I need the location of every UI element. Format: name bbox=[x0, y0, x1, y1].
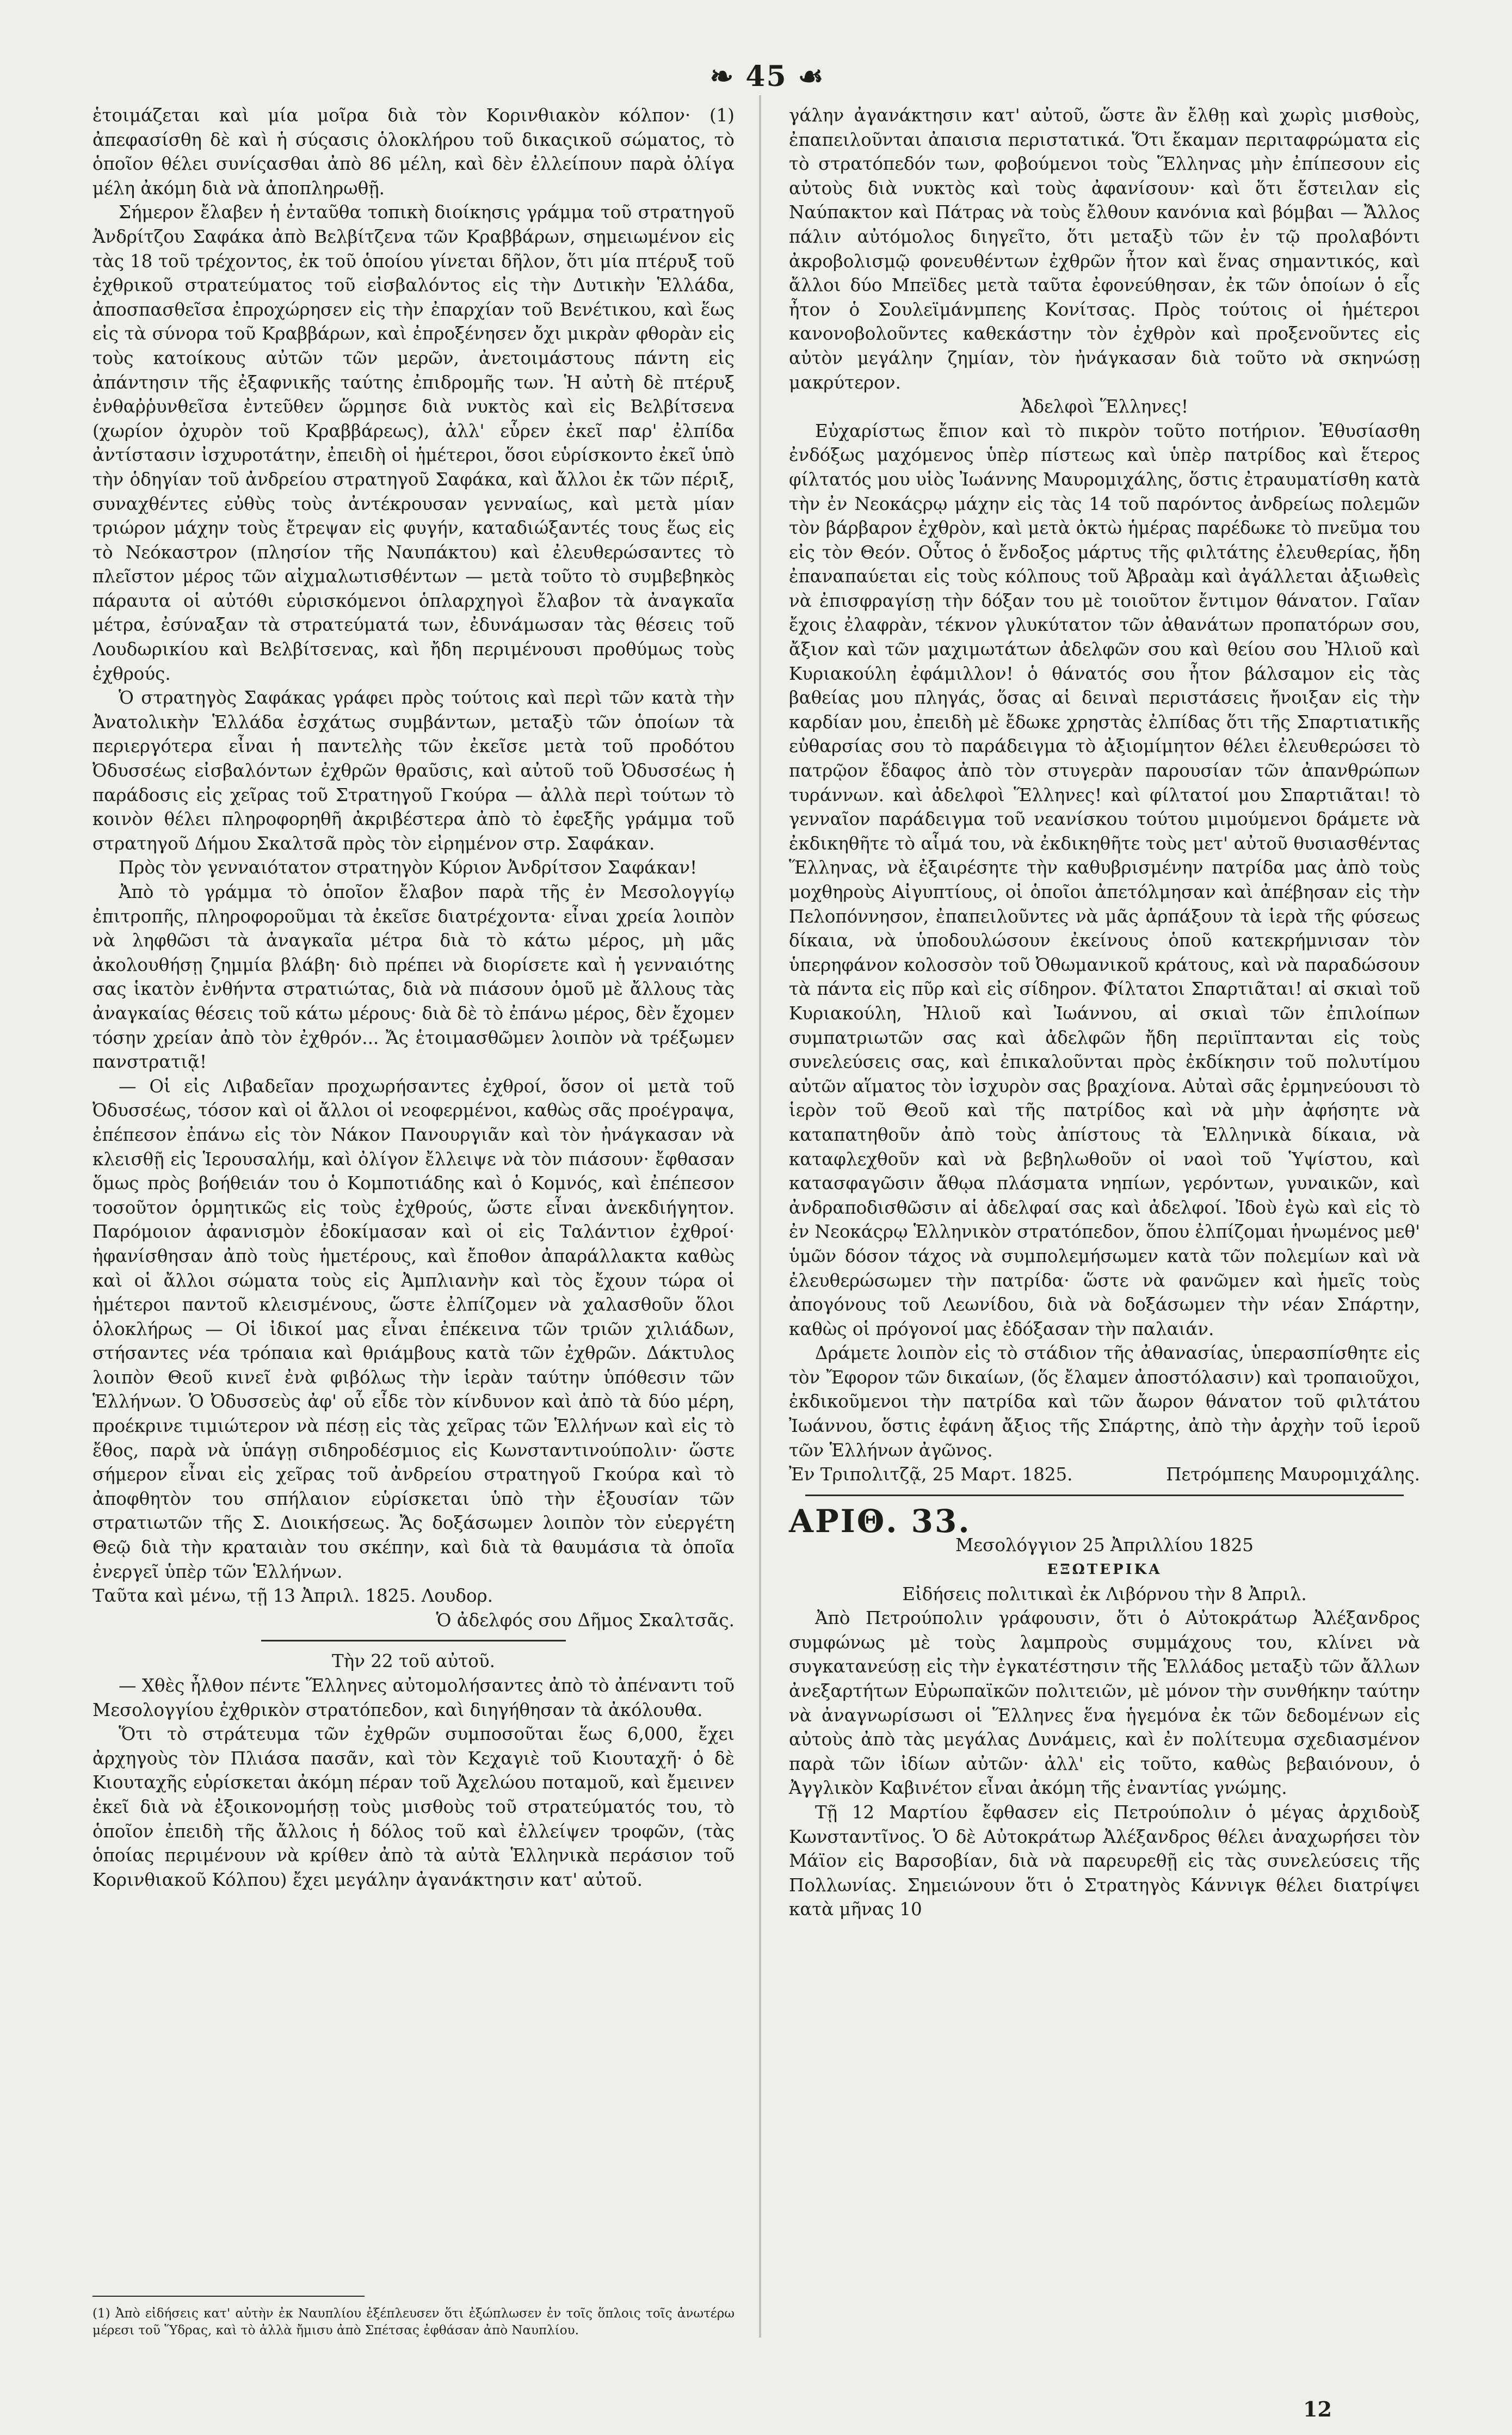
signature-line: Ὁ ἀδελφός σου Δῆμος Σκαλτσᾶς. bbox=[436, 1609, 735, 1631]
section-rule bbox=[261, 1640, 566, 1641]
footnote: (1) Ἀπὸ εἰδήσεις κατ' αὐτὴν ἐκ Ναυπλίου ἐξέπλευσεν ὅτι ἐξώπλωσεν ἐν τοῖς ὅπλοις τοῖς ἀνωτέρω μέρεσι τοῦ Ὕδρας, καὶ τὸ ἀλλὰ ἤμισυ ἀπὸ Σπέτσας ἐφθάσαν ἀπὸ Ναυπλίου. bbox=[92, 2307, 735, 2338]
ornament-right: ☙ bbox=[787, 60, 825, 93]
centered-heading: Εἰδήσεις πολιτικαὶ ἐκ Λιβόρνου τὴν 8 Ἀπριλ. bbox=[902, 1583, 1307, 1604]
section-rule bbox=[805, 1495, 1404, 1496]
centered-heading: Ἀδελφοὶ Ἕλληνες! bbox=[1020, 396, 1189, 417]
signature-place-date: Ταῦτα καὶ μένω, τῇ 13 Ἀπριλ. 1825. Λουδορ. bbox=[92, 1585, 493, 1607]
centered-heading: Τὴν 22 τοῦ αὐτοῦ. bbox=[332, 1651, 495, 1672]
signature-line bbox=[789, 1462, 1420, 1487]
signature-place-date: Ἐν Τριπολιτζᾷ, 25 Μαρτ. 1825. bbox=[789, 1464, 1073, 1485]
left-column bbox=[92, 103, 735, 1892]
paragraph: Πρὸς τὸν γενναιότατον στρατηγὸν Κύριον Ἀνδρίτσον Σαφάκαν! bbox=[119, 857, 698, 878]
paragraph: ἑτοιμάζεται καὶ μία μοῖρα διὰ τὸν Κορινθιακὸν κόλπον· (1) ἀπεφασίσθη δὲ καὶ ἡ σύςασις ὁλοκλήρου τοῦ δικαςικοῦ σώματος, τὸ ὁποῖον θέλει συνίςασθαι ἀπὸ 86 μέλη, καὶ δὲν ἐλλείπουν παρὰ ὀλίγα μέλη ἀκόμη διὰ νὰ ἀποπληρωθῇ. bbox=[92, 105, 735, 199]
paragraph: Ὁ στρατηγὸς Σαφάκας γράφει πρὸς τούτοις καὶ περὶ τῶν κατὰ τὴν Ἀνατολικὴν Ἑλλάδα ἐσχάτως συμβάντων, μεταξὺ τῶν ὁποίων τὰ περιεργότερα εἶναι ἡ παντελὴς τῶν ἐκεῖσε μετὰ τοῦ προδότου Ὀδυσσέως εἰσβαλόντων ἐχθρῶν θραῦσις, καὶ αὐτοῦ τοῦ Ὀδυσσέως ἡ παράδοσις εἰς χεῖρας τοῦ Στρατηγοῦ Γκούρα — ἀλλὰ περὶ τούτων τὸ κοινὸν θέλει πληροφορηθῆ ἀκριβέστερα ἀπὸ τὸ ἐφεξῆς γράμμα τοῦ στρατηγοῦ Δήμου Σκαλτσᾶ πρὸς τὸν εἰρημένον στρ. Σαφάκαν. bbox=[92, 687, 735, 854]
centered-heading: Μεσολόγγιον 25 Ἀπριλλίου 1825 bbox=[955, 1535, 1254, 1556]
paragraph: γάλην ἀγανάκτησιν κατ' αὐτοῦ, ὥστε ἂν ἔλθῃ καὶ χωρὶς μισθοὺς, ἐπαπειλοῦνται ἀπαισια περιστατικά. Ὅτι ἔκαμαν περιταφρώματα εἰς τὸ στρατόπεδόν των, φοβούμενοι τοὺς Ἕλληνας μὴν ἐπίπεσουν εἰς αὐτοὺς διὰ νυκτὸς καὶ τοὺς ἀφανίσουν· καὶ ὅτι ἔστειλαν εἰς Ναύπακτον καὶ Πάτρας νὰ τοὺς ἔλθουν κανόνια καὶ βόμβαι — Ἄλλος πάλιν αὐτόμολος διηγεῖτο, ὅτι μεταξὺ τῶν ἐν τῷ προλαβόντι ἀκροβολισμῷ φονευθέντων ἐχθρῶν ἦτον καὶ ἕνας σημαντικός, καὶ ἄλλοι δύο Μπεϊδες μετὰ ταῦτα ἐφονεύθησαν, ἐκ τῶν ὁποίων ὁ εἷς ἦτον ὁ Σουλεϊμάνμπεης Κονίτσας. Πρὸς τούτοις οἱ ἡμέτεροι κανονοβολοῦντες καθεκάστην τὸν ἐχθρὸν καὶ προξενοῦντες εἰς αὐτὸν μεγάλην ζημίαν, τὸν ἠνάγκασαν διὰ τοῦτο νὰ σκηνώσῃ μακρύτερον. bbox=[789, 105, 1420, 393]
column-divider bbox=[759, 95, 761, 2338]
paragraph: Δράμετε λοιπὸν εἰς τὸ στάδιον τῆς ἀθανασίας, ὑπερασπίσθητε εἰς τὸν Ἔφορον τῶν δικαίων, (ὅς ἔλαμεν ἀποστόλασιν) καὶ τροπαιοῦχοι, ἐκδικοῦμενοι τὴν πατρίδα καὶ τῶν ἄωρον θάνατον τοῦ φιλτάτου Ἰωάννου, ὅστις ἐφάνη ἄξιος τῆς Σπάρτης, ἀπὸ τὴν ἀρχὴν τοῦ ἱεροῦ τῶν Ἑλλήνων ἀγῶνος. bbox=[789, 1343, 1420, 1461]
paragraph: Ἀπὸ τὸ γράμμα τὸ ὁποῖον ἔλαβον παρὰ τῆς ἐν Μεσολογγίῳ ἐπιτροπῆς, πληροφοροῦμαι τὰ ἐκεῖσε διατρέχοντα· εἶναι χρεία λοιπὸν νὰ ληφθῶσι τὰ ἀναγκαῖα μέτρα διὰ τὸ κάτω μέρος, μὴ μᾶς ἀκολουθήσῃ ζημμία βλάβη· διὸ πρέπει νὰ διορίσετε καὶ ἡ γενναιότης σας ἱκατὸν ἐνθήντα στρατιώτας, διὰ νὰ πιάσουν ὁμοῦ μὲ ἄλλους τὰς ἀναγκαίας θέσεις τοῦ κάτω μέρους· διὰ δὲ τὸ ἐπάνω μέρος, δὲν ἔχομεν τόσην χρείαν ἀπὸ τὸν ἐχθρόν... Ἄς ἑτοιμασθῶμεν λοιπὸν νὰ τρέξωμεν πανστρατιᾷ! bbox=[92, 882, 735, 1073]
section-title: ΕΞΩΤΕΡΙΚΑ bbox=[1047, 1561, 1162, 1578]
page-number bbox=[702, 60, 832, 93]
paragraph: Ἀπὸ Πετρούπολιν γράφουσιν, ὅτι ὁ Αὐτοκράτωρ Ἀλέξανδρος συμφώνως μὲ τοὺς λαμπροὺς συμμάχους του, κλίνει νὰ συγκατανεύσῃ εἰς τὴν ἐγκατέστησιν τῆς Ἑλλάδος μεταξὺ τῶν ἄλλων ἀνεξαρτήτων Εὐρωπαϊκῶν πολιτειῶν, μὲ μόνον τὴν συνθήκην ταύτην νὰ ἀναγνωρίσωσι οἱ Ἕλληνες ἕνα ἡγεμόνα ἐκ τῶν δεδομένων εἰς αὐτοὺς ἀπὸ τὰς μεγάλας Δυνάμεις, καὶ ἐν πολίτευμα σχεδιασμένον παρὰ τῶν ἰδίων αὐτῶν· ἀλλ' εἰς τοῦτο, καθὼς βεβαιόνουν, ὁ Ἀγγλικὸν Καβινέτον εἶναι ἀκόμη τῆς ἐναντίας γνώμης. bbox=[789, 1608, 1420, 1799]
page-signature: 12 bbox=[1303, 2397, 1332, 2421]
paragraph: Εὐχαρίστως ἔπιον καὶ τὸ πικρὸν τοῦτο ποτήριον. Ἐθυσίασθη ἐνδόξως μαχόμενος ὑπὲρ πίστεως καὶ ὑπὲρ πατρίδος καὶ ἕτερος φίλτατός μου υἱὸς Ἰωάννης Μαυρομιχάλης, ὅστις ἐτραυματίσθη κατὰ τὴν ἐν Νεοκάςρῳ μάχην εἰς τὰς 14 τοῦ παρόντος ἀνδρείως πολεμῶν τὸν βάρβαρον ἐχθρὸν, καὶ μετὰ ὀκτὼ ἡμέρας παρέδωκε τὸ πνεῦμα του εἰς τὸν Θεόν. Οὗτος ὁ ἔνδοξος μάρτυς τῆς φιλτάτης ἐλευθερίας, ἤδη ἐπαναπαύεται εἰς τοὺς κόλπους τοῦ Ἀβραὰμ καὶ ἀγάλλεται ἀξιωθεὶς νὰ ἐπισφραγίσῃ τὴν δόξαν του μὲ τοιοῦτον ἔντιμον θάνατον. Γαῖαν ἔχοις ἐλαφρὰν, τέκνον γλυκύτατον τῶν ἀθανάτων προπατόρων σου, ἄξιον καὶ τῶν μαχιμωτάτων ἀδελφῶν σου καὶ θείου σου Ἠλιοῦ καὶ Κυριακούλη ἐφάμιλλον! ὁ θάνατός σου ἦτον βάλσαμον εἰς τὰς βαθείας μου πληγάς, ὅσας αἱ δειναὶ περιστάσεις ἤνοιξαν εἰς τὴν καρδίαν μου, ἐπειδὴ μὲ ἔδωκε χρηστὰς ἐλπίδας ὅτι τῆς Σπαρτιατικῆς εὐθαρσίας σου τὸ παράδειγμα τὸ ἀξιομίμητον θέλει ἐλευθερώσει τὸ πατρῷον ἔδαφος ἀπὸ τὸν στυγερὰν παρουσίαν τῶν ἀπανθρώπων τυράννων. καὶ ἀδελφοὶ Ἕλληνες! καὶ φίλτατοί μου Σπαρτιᾶται! τὸ γενναῖον παράδειγμα τοῦ νεανίσκου τούτου μιμούμενοι δράμετε νὰ ἐκδικηθῆτε τὸ αἷμά του, νὰ ἐκδικηθῆτε τοὺς μετ' αὐτοῦ θυσιασθέντας Ἕλληνας, νὰ ἐξαιρέσητε τὴν καθυβρισμένην πατρίδα μας ἀπὸ τοὺς μοχθηροὺς Αἰγυπτίους, οἱ ὁποῖοι ἀπετόλμησαν καὶ ἀπέβησαν εἰς τὴν Πελοπόννησον, ἐπαπειλοῦντες νὰ μᾶς ἁρπάξουν τὰ ἱερὰ τῆς φύσεως δίκαια, νὰ ὑποδουλώσουν ἐκείνους ὁποῦ κατεκρήμνισαν τὸν ὑπερηφάνον κολοσσὸν τοῦ Ὀθωμανικοῦ κράτους, καὶ νὰ παραδώσουν τὰ πάντα εἰς πῦρ καὶ εἰς σίδηρον. Φίλτατοι Σπαρτιᾶται! αἱ σκιαὶ τοῦ Κυριακούλη, Ἠλιοῦ καὶ Ἰωάννου, αἱ σκιαὶ τῶν ἐπιλοίπων συμπατριωτῶν σας καὶ ἀδελφῶν ἤδη περιϊπτανται εἰς τοὺς συνελεύσεις σας, καὶ ἐπικαλοῦνται πρὸς ἐκδίκησιν τοῦ πολυτίμου αὐτῶν αἵματος τὸν ἰσχυρὸν σας βραχίονα. Αὐταὶ σᾶς ἐρμηνεύουσι τὸ ἱερὸν τοῦ Θεοῦ καὶ τῆς πατρίδος καὶ νὰ μὴν ἀφήσητε νὰ καταπατηθοῦν ἀπὸ τοὺς ἀπίστους τὰ Ἑλληνικὰ δίκαια, νὰ καταφλεχθοῦν καὶ νὰ βεβηλωθοῦν οἱ ναοὶ τοῦ Ὑψίστου, καὶ κατασφαγῶσιν ἄθῳα πλάσματα νηπίων, γερόντων, γυναικῶν, καὶ ἀνδραποδισθῶσιν αἱ ἀδελφαί σας καὶ ἀδελφοί. Ἰδοὺ ἐγὼ καὶ εἰς τὸ ἐν Νεοκάςρῳ Ἑλληνικὸν στρατόπεδον, ὅπου ἐλπίζομαι ἡνωμένος μεθ' ὑμῶν δόσον τάχος νὰ συμπολεμήσωμεν κατὰ τῶν πολεμίων καὶ νὰ ἐλευθερώσωμεν τὴν πατρίδα· ὥστε νὰ φανῶμεν καὶ ἡμεῖς τοὺς ἀπογόνους τοῦ Λεωνίδου, διὰ νὰ δοξάσωμεν τὴν νέαν Σπάρτην, καθὼς οἱ πρόγονοί μας ἐδόξασαν τὴν παλαιάν. bbox=[789, 420, 1420, 1339]
paragraph: — Χθὲς ἦλθον πέντε Ἕλληνες αὐτομολήσαντες ἀπὸ τὸ ἀπέναντι τοῦ Μεσολογγίου ἐχθρικὸν στρατόπεδον, καὶ διηγήθησαν τὰ ἀκόλουθα. bbox=[92, 1675, 735, 1720]
signature-name: Πετρόμπεης Μαυρομιχάλης. bbox=[1166, 1464, 1420, 1485]
paragraph: Τῇ 12 Μαρτίου ἔφθασεν εἰς Πετρούπολιν ὁ μέγας ἀρχιδοὺξ Κωνσταντῖνος. Ὁ δὲ Αὐτοκράτωρ Ἀλέξανδρος θέλει ἀναχωρήσει τὸν Μάϊον εἰς Βαρσοβίαν, διὰ νὰ παρευρεθῇ εἰς τὰς συνελεύσεις τῆς Πολλωνίας. Σημειώνουν ὅτι ὁ Στρατηγὸς Κάννιγκ θέλει διατρίψει κατὰ μῆνας 10 bbox=[789, 1801, 1420, 1920]
page-number-text: 45 bbox=[745, 60, 787, 93]
ornament-left: ❧ bbox=[709, 60, 746, 93]
issue-number: ΑΡΙΘ. 33. bbox=[789, 1502, 971, 1540]
paragraph: Σήμερον ἔλαβεν ἡ ἐνταῦθα τοπικὴ διοίκησις γράμμα τοῦ στρατηγοῦ Ἀνδρίτζου Σαφάκα ἀπὸ Βελβίτζενα τῶν Κραββάρων, σημειωμένον εἰς τὰς 18 τοῦ τρέχοντος, ἐκ τοῦ ὁποίου γίνεται δῆλον, ὅτι μία πτέρυξ τοῦ ἐχθρικοῦ στρατεύματος τοῦ εἰσβαλόντος εἰς τὴν Δυτικὴν Ἑλλάδα, ἀποσπασθεῖσα ἐπροχώρησεν εἰς τὴν ἐπαρχίαν τοῦ Βενέτικου, καὶ ἕως εἰς τὰ σύνορα τοῦ Κραββάρων, καὶ ἐπροξένησεν ὄχι μικρὰν φθορὰν εἰς τοὺς κατοίκους αὐτῶν τῶν μερῶν, ἀνετοιμάστους πάντη εἰς ἀπάντησιν τῆς ἐξαφνικῆς ταύτης ἐπιδρομῆς των. Ἡ αὐτὴ δὲ πτέρυξ ἐνθαῤῥυνθεῖσα ἐντεῦθεν ὥρμησε διὰ νυκτὸς καὶ εἰς Βελβίτσενα (χωρίον ὀχυρὸν τοῦ Κραββάρεως), ἀλλ' εὗρεν ἐκεῖ παρ' ἐλπίδα ἀντίστασιν ἰσχυροτάτην, ἐπειδὴ οἱ ἡμέτεροι, ὅσοι εὑρίσκοντο ἐκεῖ ὑπὸ τὴν ὁδηγίαν τοῦ ἀνδρείου στρατηγοῦ Σαφάκα, καὶ ἄλλοι ἐκ τῶν πέριξ, συναχθέντες εὐθὺς τοὺς ἀντέκρουσαν γενναίως, καὶ μετὰ μίαν τριώρον μάχην τοὺς ἔτρεψαν εἰς φυγήν, καταδιώξαντές τους ἕως εἰς τὸ Νεόκαστρον (πλησίον τῆς Ναυπάκτου) καὶ ἐλευθερώσαντες τὸ πλεῖστον μέρος τῶν αἰχμαλωτισθέντων — μετὰ τοῦτο τὸ συμβεβηκὸς πάραυτα οἱ αὐτόθι εὑρισκόμενοι ὁπλαρχηγοὶ ἔλαβον τὰ ἀναγκαῖα μέτρα, ἐσύναξαν τὰ στρατεύματά των, ἐδυνάμωσαν τὰς θέσεις τοῦ Λουδωρικίου καὶ Βελβίτσενας, καὶ ἤδη περιμένουσι προθύμως τοὺς ἐχθρούς. bbox=[92, 202, 735, 684]
signature-line bbox=[92, 1584, 735, 1608]
paragraph: — Οἱ εἰς Λιβαδεῖαν προχωρήσαντες ἐχθροί, ὅσον οἱ μετὰ τοῦ Ὀδυσσέως, τόσον καὶ οἱ ἄλλοι οἱ νεοφερμένοι, καθὼς σᾶς προέγραψα, ἐπέπεσον ἐπάνω εἰς τὸν Νάκον Πανουργιᾶν καὶ τὸν ἠνάγκασαν νὰ κλεισθῇ εἰς Ἱερουσαλήμ, καὶ ὀλίγον ἔλλειψε νὰ τὸν πιάσουν· ἔφθασαν ὅμως πρὸς βοήθειάν του ὁ Κομποτιάδης καὶ ὁ Κομνός, καὶ ἐπέπεσον τοσοῦτον ὁρμητικῶς εἰς τοὺς ἐχθρούς, ὥστε εἶναι ἀνεκδιήγητον. Παρόμοιον ἀφανισμὸν ἐδοκίμασαν καὶ οἱ εἰς Ταλάντιον ἐχθροί· ἠφανίσθησαν ἀπὸ τοὺς ἡμετέρους, καὶ ἔποθον ἀπαράλλακτα καθὼς καὶ οἱ ἄλλοι σώματα τοὺς εἰς Ἀμπλιανὴν καὶ τὸς ἔχουν τώρα οἱ ἡμέτεροι παντοῦ κλεισμένους, ὥστε ἐλπίζομεν νὰ χαλασθοῦν ὅλοι ὁλοκλήρως — Οἱ ἰδικοί μας εἶναι ἐπέκεινα τῶν τριῶν χιλιάδων, στήσαντες νέα τρόπαια καὶ θριάμβους κατὰ τῶν ἐχθρῶν. Δάκτυλος λοιπὸν Θεοῦ κινεῖ ἐνὰ φιβόλως τὴν ἱερὰν ταύτην ὑπόθεσιν τῶν Ἑλλήνων. Ὁ Ὀδυσσεὺς ἀφ' οὗ εἶδε τὸν κίνδυνον καὶ ἀπὸ τὰ δύο μέρη, προέκρινε τιμιώτερον νὰ πέσῃ εἰς τὰς χεῖρας τῶν Ἑλλήνων καὶ εἰς τὸ ἔθος, παρὰ νὰ ὑπάγῃ σιδηροδέσμιος εἰς Κωνσταντινούπολιν· ὥστε σήμερον εἶναι εἰς χεῖρας τοῦ ἀνδρείου στρατηγοῦ Γκούρα καὶ τὸ ἀποφθητὸν του σπήλαιον εὑρίσκεται ὑπὸ τὴν ἐξουσίαν τῶν στρατιωτῶν τῆς Σ. Διοικήσεως. Ἄς δοξάσωμεν λοιπὸν τὸν εὐεργέτη Θεῷ διὰ τὴν κραταιὰν του σκέπην, καὶ διὰ τὰ θαυμάσια τὰ ὁποῖα ἐνεργεῖ ὑπὲρ τῶν Ἑλλήνων. bbox=[92, 1075, 735, 1582]
footnote-rule bbox=[92, 2296, 365, 2297]
paragraph: Ὅτι τὸ στράτευμα τῶν ἐχθρῶν συμποσοῦται ἕως 6,000, ἔχει ἀρχηγοὺς τὸν Πλιάσα πασᾶν, καὶ τὸν Κεχαγιὲ τοῦ Κιουταχῆ· ὁ δὲ Κιουταχῆς εὑρίσκεται ἀκόμη πέραν τοῦ Ἀχελώου ποταμοῦ, καὶ ἔμεινεν ἐκεῖ διὰ νὰ ἐξοικονομήσῃ τοὺς μισθοὺς τοῦ στρατεύματός του, τὸ ὁποῖον ἐπειδὴ τῆς ἄλλοις ἡ δόλος τοῦ καὶ ἐλλείψεν τροφῶν, (τὰς ὁποίας περιμένουν νὰ κρίθεν ἀπὸ τὰ αὐτὰ Ἑλληνικὰ περάσιον τοῦ Κορινθιακοῦ Κόλπου) ἔχει μεγάλην ἀγανάκτησιν κατ' αὐτοῦ. bbox=[92, 1724, 735, 1890]
right-column bbox=[789, 103, 1420, 1922]
